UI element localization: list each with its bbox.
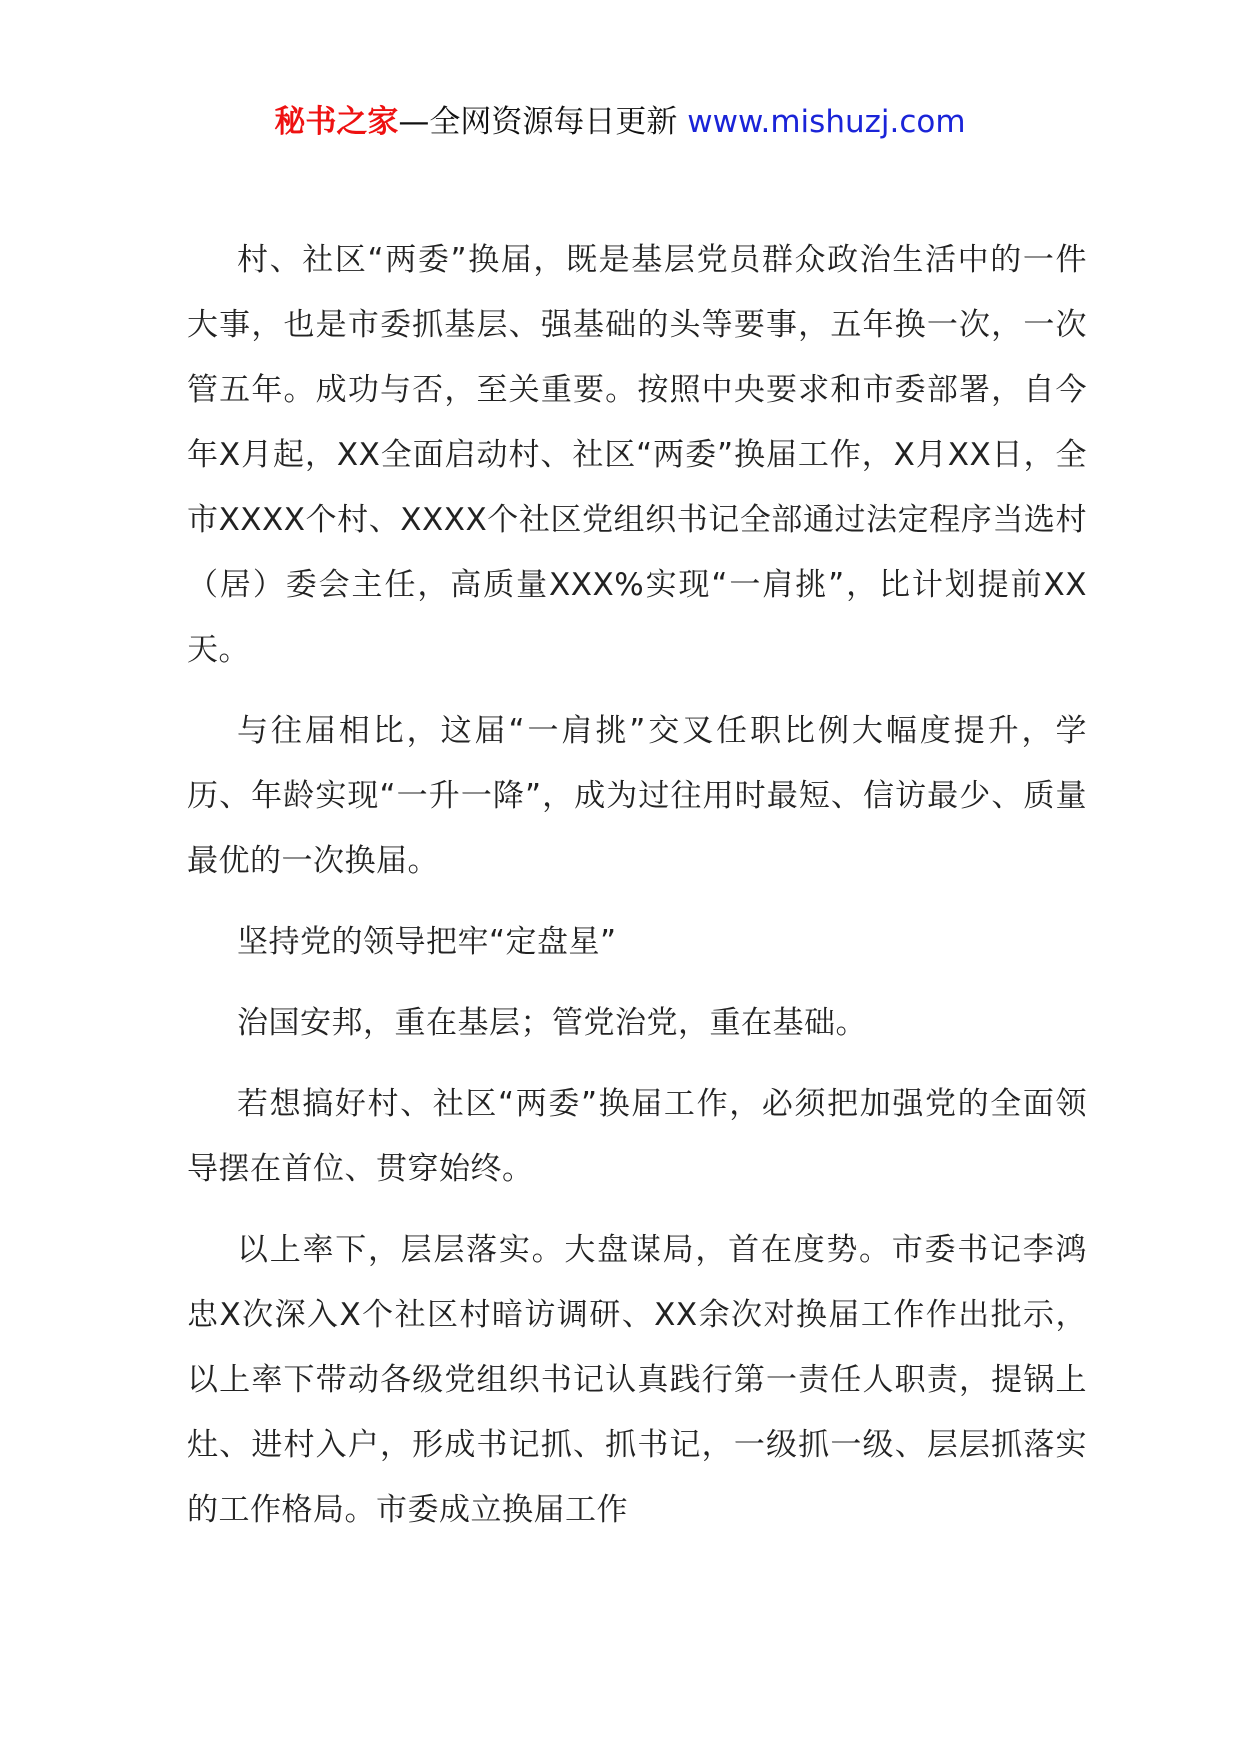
website-link[interactable]: www.mishuzj.com — [687, 104, 966, 140]
brand-name: 秘书之家 — [274, 104, 399, 140]
page-header — [0, 100, 1240, 144]
header-slogan: —全网资源每日更新 — [398, 104, 688, 140]
section-heading: 坚持党的领导把牢“定盘星” — [237, 924, 617, 960]
paragraph-implementation: 以上率下，层层落实。大盘谋局，首在度势。市委书记李鸿忠X次深入X个社区村暗访调研、XX余次对换届工作作出批示，以上率下带动各级党组织书记认真践行第一责任人职责，提锅上灶、进村入户，形成书记抓、抓书记，一级抓一级、层层抓落实的工作格局。市委成立换届工作 — [187, 1232, 1087, 1528]
paragraph-leadership: 若想搞好村、社区“两委”换届工作，必须把加强党的全面领导摆在首位、贯穿始终。 — [187, 1086, 1087, 1187]
document-body — [187, 228, 1087, 1559]
paragraph-comparison: 与往届相比，这届“一肩挑”交叉任职比例大幅度提升，学历、年龄实现“一升一降”，成为过往用时最短、信访最少、质量最优的一次换届。 — [187, 713, 1087, 879]
paragraph-principle: 治国安邦，重在基层；管党治党，重在基础。 — [237, 1005, 867, 1041]
paragraph-intro: 村、社区“两委”换届，既是基层党员群众政治生活中的一件大事，也是市委抓基层、强基础的头等要事，五年换一次，一次管五年。成功与否，至关重要。按照中央要求和市委部署，自今年X月起，XX全面启动村、社区“两委”换届工作，X月XX日，全市XXXX个村、XXXX个社区党组织书记全部通过法定程序当选村（居）委会主任，高质量XXX%实现“一肩挑”，比计划提前XX天。 — [187, 242, 1087, 668]
